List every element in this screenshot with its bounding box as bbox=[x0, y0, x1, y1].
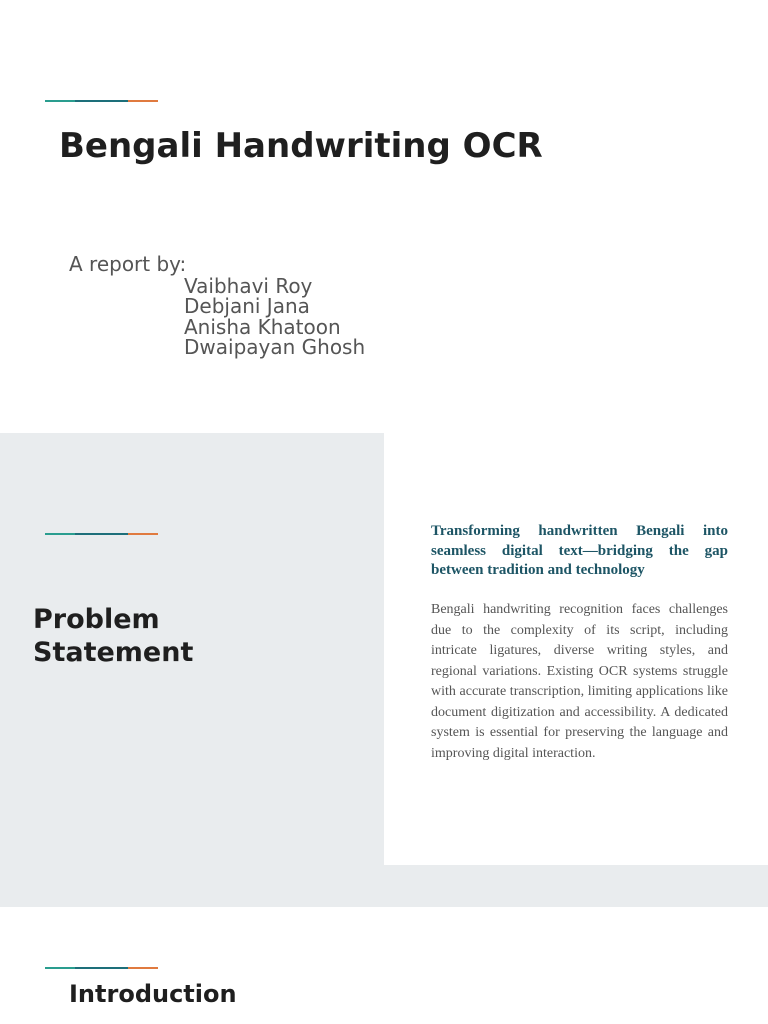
accent-line bbox=[45, 967, 158, 969]
accent-segment-dark-teal bbox=[75, 967, 128, 969]
accent-segment-orange bbox=[128, 533, 158, 535]
accent-line bbox=[45, 533, 158, 535]
accent-line bbox=[45, 100, 158, 102]
accent-segment-teal bbox=[45, 533, 75, 535]
problem-statement-body: Bengali handwriting recognition faces challenges due to the complexity of its script, including intricate ligatures, diverse writing styles, and regional variations. Existing OCR systems struggle with accurate transcription, limiting applications like document digitization and accessibility. A dedicated system is essential for preserving the language and improving digital interaction. bbox=[431, 602, 728, 761]
title-slide bbox=[0, 0, 768, 433]
problem-statement-title bbox=[33, 603, 333, 669]
introduction-slide bbox=[0, 907, 768, 1024]
report-by-label: A report by: bbox=[69, 252, 187, 276]
accent-segment-teal bbox=[45, 100, 75, 102]
slide-separator bbox=[0, 865, 768, 907]
accent-segment-dark-teal bbox=[75, 533, 128, 535]
accent-segment-teal bbox=[45, 967, 75, 969]
problem-statement-slide bbox=[0, 433, 768, 865]
introduction-title: Introduction bbox=[69, 980, 237, 1008]
accent-segment-orange bbox=[128, 100, 158, 102]
problem-statement-subtitle: Transforming handwritten Bengali into seamless digital text—bridging the gap between tradition and technology bbox=[431, 523, 728, 578]
presentation-title: Bengali Handwriting OCR bbox=[59, 126, 543, 166]
author-name: Anisha Khatoon bbox=[184, 314, 341, 339]
accent-segment-dark-teal bbox=[75, 100, 128, 102]
author-name: Dwaipayan Ghosh bbox=[184, 334, 366, 359]
title-line: Statement bbox=[33, 637, 194, 668]
author-name: Debjani Jana bbox=[184, 294, 310, 319]
author-list bbox=[184, 276, 365, 357]
title-line: Problem bbox=[33, 604, 160, 635]
author-name: Vaibhavi Roy bbox=[184, 274, 313, 298]
accent-segment-orange bbox=[128, 967, 158, 969]
